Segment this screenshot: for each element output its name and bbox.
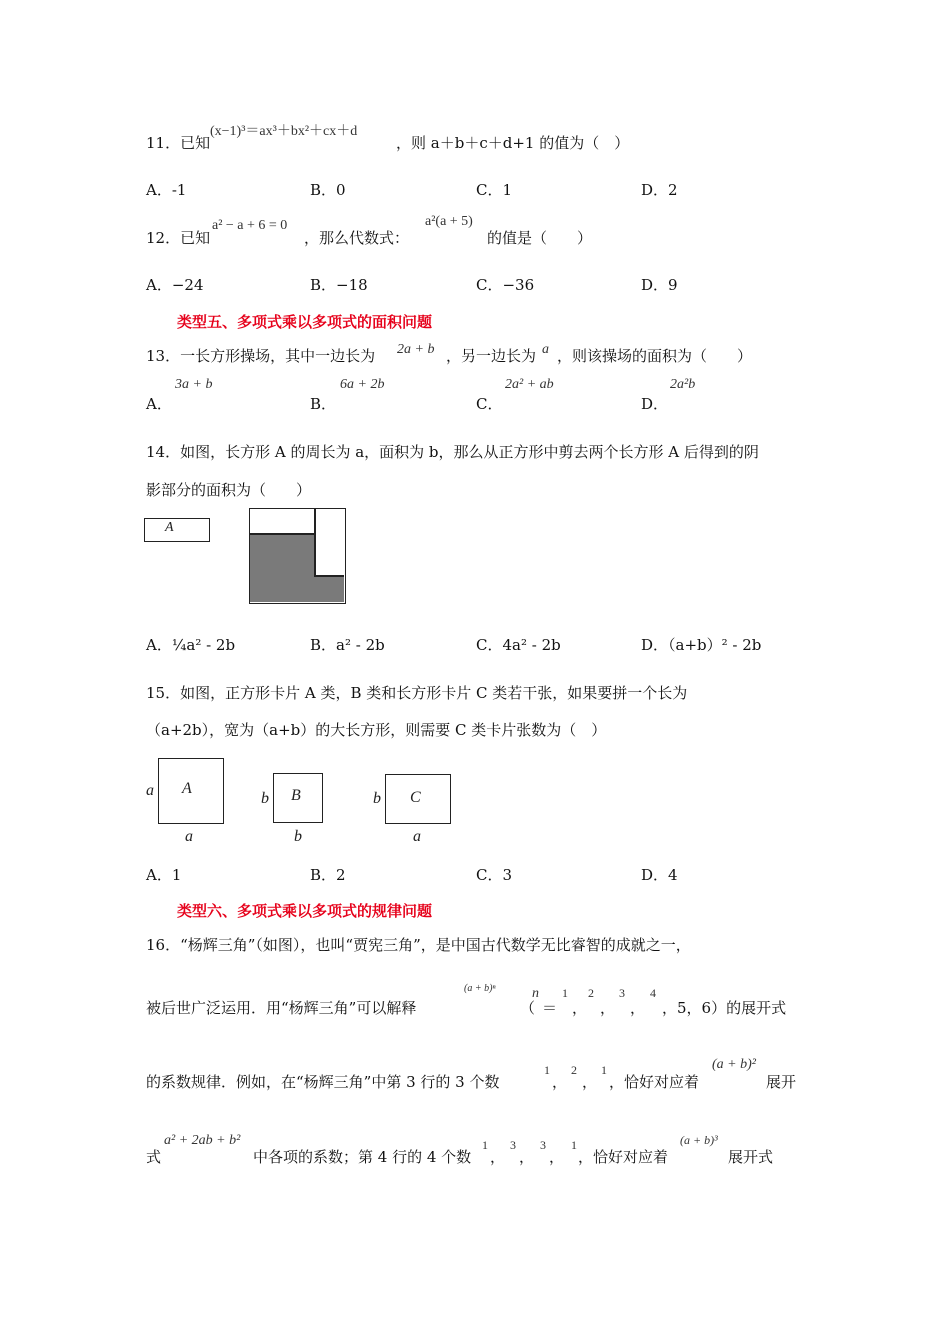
option-letter: A．: [146, 395, 172, 413]
card-c: [385, 774, 451, 824]
q13-option-b[interactable]: [310, 393, 336, 414]
q14-option-a[interactable]: [146, 634, 235, 655]
q13-answer-b: 6a + 2b: [340, 377, 385, 392]
option-letter: B．: [310, 395, 337, 413]
option-text: A．¼a² - 2b: [146, 636, 236, 654]
card-a: [158, 758, 224, 824]
q14-option-b[interactable]: B．a² - 2b: [310, 636, 385, 654]
q12-mid: ，那么代数式：: [304, 229, 410, 247]
q16-v3: 3: [619, 986, 625, 1000]
q16-line2f: (a + b)ⁿ: [464, 983, 496, 994]
q16-line3a: 的系数规律．例如，在“杨辉三角”中第 3 行的 3 个数: [146, 1073, 500, 1091]
q12-tail: 的值是（ ）: [487, 229, 593, 247]
q16-r3a: 1: [544, 1063, 550, 1077]
q13-option-a[interactable]: [146, 393, 172, 414]
q13-answer-d: 2a²b: [670, 377, 696, 392]
q13-text1: 13．一长方形操场，其中一边长为: [146, 347, 376, 365]
q13-answer-a: 3a + b: [175, 377, 213, 392]
q16-line2b: （: [520, 999, 536, 1017]
comma: ，: [552, 1073, 568, 1091]
q13-option-d[interactable]: [641, 393, 668, 414]
q11-formula: (x−1)³＝ax³＋bx²＋cx＋d: [210, 124, 358, 139]
q14-line2: 影部分的面积为（ ）: [146, 481, 312, 499]
q14-option-c[interactable]: C．4a² - 2b: [476, 636, 561, 654]
option-letter: D．: [641, 395, 669, 413]
option-letter: C．: [476, 395, 503, 413]
q14-option-d[interactable]: D．（a+b）² - 2b: [641, 636, 762, 654]
q16-r4d: 1: [571, 1138, 577, 1152]
q16-line2c: ，5，6）的展开式: [662, 999, 787, 1017]
q13-text3: ，则该操场的面积为（ ）: [557, 347, 753, 365]
q16-line4a: 式: [146, 1148, 162, 1166]
comma: ，: [519, 1148, 535, 1166]
rect-a-figure: [144, 518, 210, 542]
cut-line-right: [314, 575, 344, 577]
card-a-bottom: a: [185, 828, 193, 845]
q11-option-a[interactable]: A．-1: [146, 181, 187, 199]
card-a-side: a: [146, 782, 154, 799]
q15-option-a[interactable]: A．1: [146, 866, 182, 884]
q16-v4: 4: [650, 986, 656, 1000]
section-heading-6: 类型六、多项式乘以多项式的规律问题: [177, 902, 433, 920]
q16-line4d: 展开式: [728, 1148, 774, 1166]
section-heading-5: 类型五、多项式乘以多项式的面积问题: [177, 313, 433, 331]
cut-line-top: [250, 533, 314, 535]
q12-option-c[interactable]: C．−36: [476, 276, 535, 294]
q16-line4b: 中各项的系数；第 4 行的 4 个数: [253, 1148, 472, 1166]
q12-option-a[interactable]: A．−24: [146, 276, 204, 294]
q16-v1: 1: [562, 986, 568, 1000]
q16-line4f: a² + 2ab + b²: [164, 1133, 241, 1148]
q16-line3f: (a + b)²: [712, 1057, 756, 1072]
q13-text2: ，另一边长为: [446, 347, 537, 365]
shaded-region-2: [314, 576, 344, 602]
q12-label: 12．已知: [146, 229, 211, 247]
cut-line-vertical: [314, 509, 316, 576]
q15-line1: 15．如图，正方形卡片 A 类，B 类和长方形卡片 C 类若干张，如果要拼一个长为: [146, 684, 688, 702]
q13-len2: a: [542, 342, 549, 357]
q16-r4b: 3: [510, 1138, 516, 1152]
q16-line4c: ，恰好对应着: [578, 1148, 669, 1166]
card-c-label: C: [410, 789, 421, 806]
card-b: [273, 773, 323, 823]
q16-r3c: 1: [601, 1063, 607, 1077]
q11-option-d[interactable]: D．2: [641, 181, 678, 199]
q12-formula: a² − a + 6 = 0: [212, 218, 288, 233]
q11-option-b[interactable]: B．0: [310, 181, 346, 199]
card-b-label: B: [291, 787, 301, 804]
q15-option-c[interactable]: C．3: [476, 866, 513, 884]
q11-tail: ，则 a＋b＋c＋d+1 的值为（ ）: [396, 134, 630, 152]
comma: ，: [582, 1073, 598, 1091]
q11-label: 11．已知: [146, 134, 211, 152]
q16-line2a: 被后世广泛运用．用“杨辉三角”可以解释: [146, 999, 417, 1017]
q13-option-c[interactable]: [476, 393, 502, 414]
q13-len1: 2a + b: [397, 342, 435, 357]
q16-r3b: 2: [571, 1063, 577, 1077]
q16-r4a: 1: [482, 1138, 488, 1152]
q11-option-c[interactable]: C．1: [476, 181, 513, 199]
q13-answer-c: 2a² + ab: [505, 377, 554, 392]
comma: ，: [549, 1148, 565, 1166]
q16-v2: 2: [588, 986, 594, 1000]
q12-option-d[interactable]: D．9: [641, 276, 678, 294]
q16-line1: 16．“杨辉三角”（如图），也叫“贾宪三角”，是中国古代数学无比睿智的成就之一，: [146, 936, 691, 954]
comma: ，: [600, 999, 616, 1017]
card-c-side: b: [373, 790, 381, 807]
q16-line3c: 展开: [766, 1073, 797, 1091]
q12-option-b[interactable]: B．−18: [310, 276, 368, 294]
comma: ，: [630, 999, 646, 1017]
q16-line4g: (a + b)³: [680, 1133, 718, 1147]
q14-line1: 14．如图，长方形 A 的周长为 a，面积为 b，那么从正方形中剪去两个长方形 A 后得到的阴: [146, 443, 759, 461]
q16-line3b: ，恰好对应着: [609, 1073, 700, 1091]
q12-formula2: a²(a + 5): [425, 214, 473, 229]
q16-n: n: [532, 986, 539, 1001]
square-figure: [249, 508, 346, 604]
card-b-bottom: b: [294, 828, 302, 845]
rect-a-label: A: [165, 520, 174, 535]
comma: ，: [572, 999, 588, 1017]
card-c-bottom: a: [413, 828, 421, 845]
card-b-side: b: [261, 790, 269, 807]
card-a-label: A: [182, 780, 192, 797]
q16-r4c: 3: [540, 1138, 546, 1152]
q15-option-b[interactable]: B．2: [310, 866, 346, 884]
q16-eq: ＝: [542, 999, 558, 1017]
q15-option-d[interactable]: D．4: [641, 866, 678, 884]
comma: ，: [490, 1148, 506, 1166]
q15-line2: （a+2b），宽为（a+b）的大长方形，则需要 C 类卡片张数为（ ）: [146, 721, 607, 739]
shaded-region: [250, 534, 314, 602]
